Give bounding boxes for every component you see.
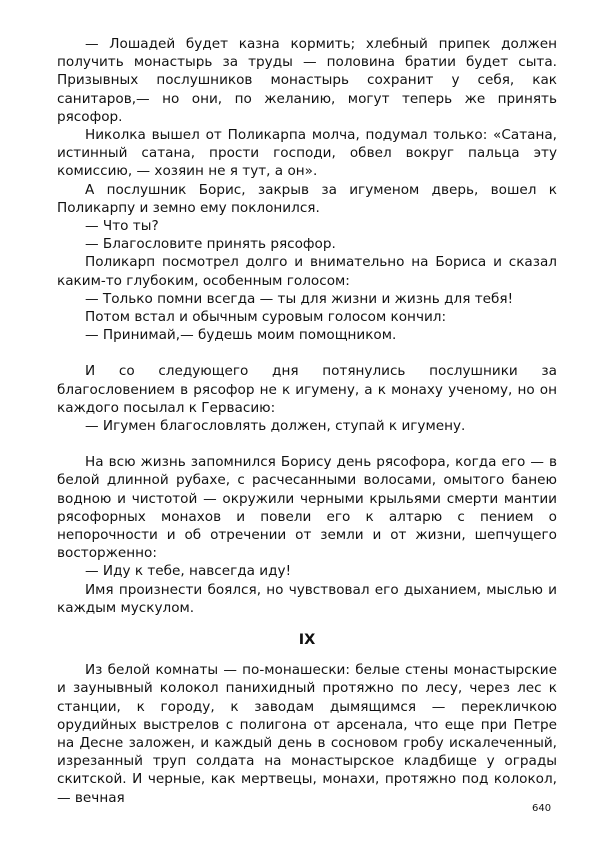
page-number: 640 [532,803,552,814]
dialogue-line: — Принимай,— будешь моим помощником. [85,327,397,344]
paragraph: Потом встал и обычным суровым голосом кончил: [85,309,447,326]
paragraph: Имя произнести боялся, но чувствовал его дыханием, мыслью и каждым мускулом. [57,581,557,616]
paragraph: — Лошадей будет казна кормить; хлебный припек должен получить монастырь за труды — половина братии будет сыта. Призывных послушников монастырь сохранит у себя, как санитаров,— но они, по желанию, могут теперь же принять рясофор. [57,36,557,125]
chapter-heading: IX [298,632,316,649]
paragraph: На всю жизнь запомнился Борису день рясофора, когда его — в белой длинной рубахе, с расчесанными волосами, омытого банею водною и чистотой — окружили черными крыльями смерти мантии рясофорных монахов и повели его к алтарю с пением о непорочности и об отречении от земли и от жизни, шепчущего восторженно: [57,454,557,562]
dialogue-line: — Что ты? [85,218,159,235]
paragraph: Из белой комнаты — по-монашески: белые стены монастырские и заунывный колокол панихидный протяжно по лесу, через лес к станции, к городу, к заводам дымящимся — перекличкою орудийных выстрелов с полигона от арсенала, что еще при Петре на Десне заложен, и каждый день в сосновом гробу искалеченный, изрезанный труп солдата на монастырское кладбище у ограды скитской. И черные, как мертвецы, монахи, протяжно под колокол,— вечная [57,662,557,806]
dialogue-line: — Только помни всегда — ты для жизни и жизнь для тебя! [85,290,514,307]
paragraph: И со следующего дня потянулись послушники за благословением в рясофор не к игумену, а к монаху ученому, но он каждого посылал к Гервасию: [57,363,557,416]
paragraph: А послушник Борис, закрыв за игуменом дверь, вошел к Поликарпу и земно ему поклонился. [57,181,557,216]
section-gap [57,344,557,362]
page-body [57,35,557,807]
section-gap [57,435,557,453]
paragraph: Поликарп посмотрел долго и внимательно на Бориса и сказал каким-то глубоким, особенным голосом: [57,254,557,289]
paragraph: Николка вышел от Поликарпа молча, подумал только: «Сатана, истинный сатана, прости господи, обвел вокруг пальца эту комиссию, — хозяин не я тут, а он». [57,127,557,180]
dialogue-line: — Иду к тебе, навсегда иду! [85,563,292,580]
dialogue-line: — Игумен благословлять должен, ступай к игумену. [85,418,466,435]
dialogue-line: — Благословите принять рясофор. [85,236,336,253]
